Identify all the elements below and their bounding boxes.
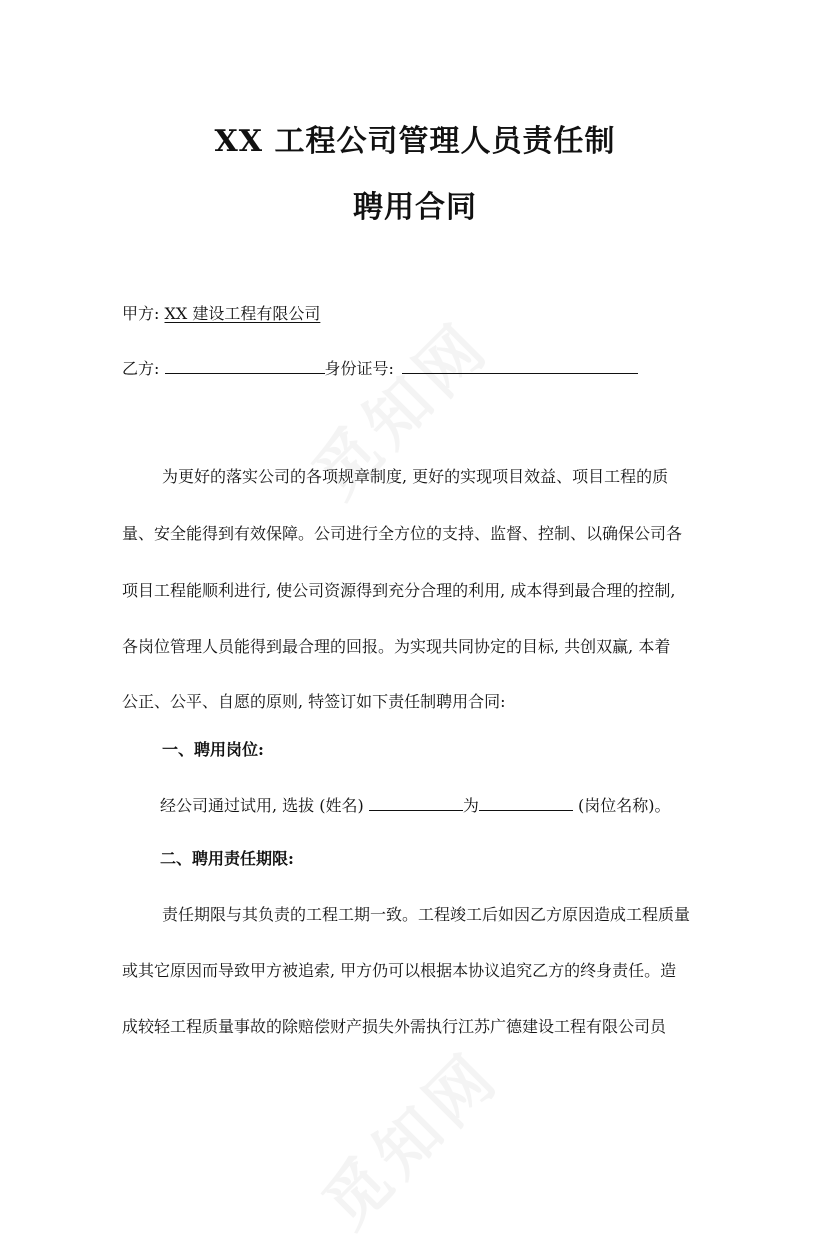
name-blank [369,796,463,811]
document-subtitle: 聘用合同 [353,190,477,225]
section-1-heading: 一、聘用岗位: [162,740,264,759]
section-1-text: (岗位名称)。 [577,796,671,815]
section-2-line: 责任期限与其负责的工程工期一致。工程竣工后如因乙方原因造成工程质量 [162,905,691,924]
intro-line: 为更好的落实公司的各项规章制度, 更好的实现项目效益、项目工程的质 [162,467,669,486]
party-a-label: 甲方: [122,304,160,323]
id-number-label: 身份证号: [324,359,394,378]
section-2-line: 成较轻工程质量事故的除赔偿财产损失外需执行江苏广德建设工程有限公司员 [122,1017,667,1036]
id-number-blank [402,359,638,374]
party-a-line [122,304,722,324]
section-2-heading: 二、聘用责任期限: [160,849,294,868]
party-b-label: 乙方: [122,359,160,378]
watermark [299,1027,517,1245]
party-b-line [122,359,722,379]
party-b-blank [165,359,325,374]
position-blank [479,796,573,811]
section-1-body [160,796,760,816]
intro-line: 量、安全能得到有效保障。公司进行全方位的支持、监督、控制、以确保公司各 [122,524,683,543]
intro-line: 各岗位管理人员能得到最合理的回报。为实现共同协定的目标, 共创双赢, 本着 [122,637,671,656]
intro-line: 项目工程能顺利进行, 使公司资源得到充分合理的利用, 成本得到最合理的控制, [122,581,676,600]
intro-line: 公正、公平、自愿的原则, 特签订如下责任制聘用合同: [122,692,506,711]
party-a-value: XX 建设工程有限公司 [164,304,321,323]
section-1-text: 为 [462,796,479,815]
section-2-line: 或其它原因而导致甲方被追索, 甲方仍可以根据本协议追究乙方的终身责任。造 [122,961,677,980]
document-title: XX 工程公司管理人员责任制 [214,124,616,159]
section-1-text: 经公司通过试用, 选拔 (姓名) [160,796,364,815]
